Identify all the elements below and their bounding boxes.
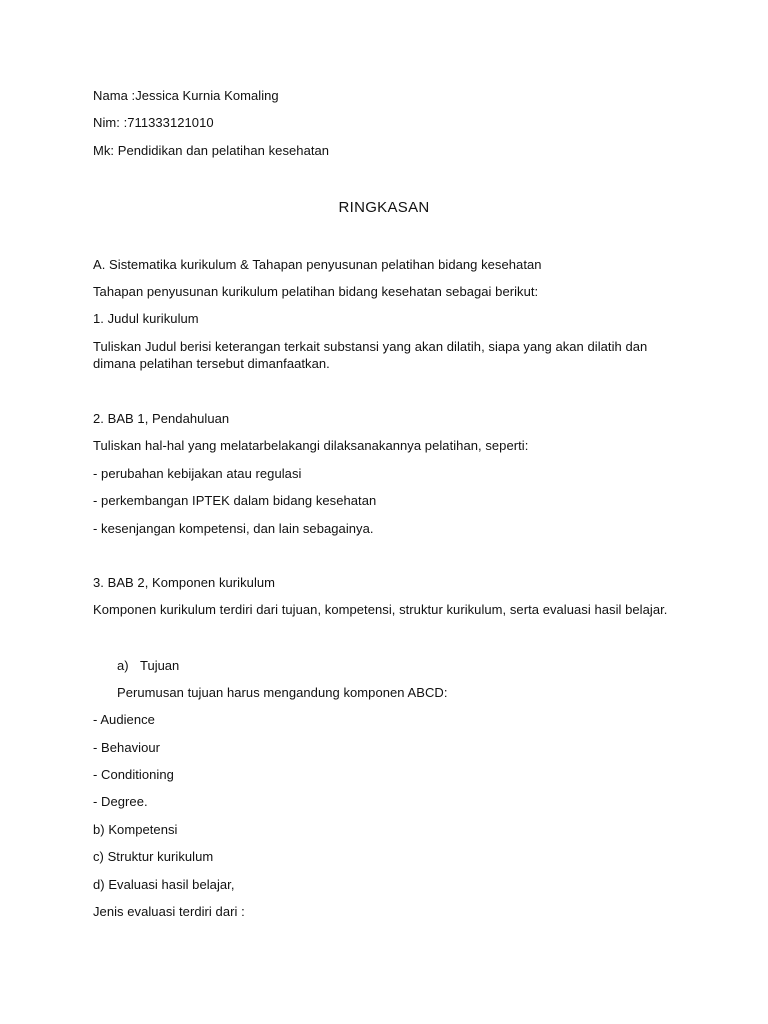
- item-2-bullet: - kesenjangan kompetensi, dan lain sebagainya.: [93, 521, 374, 536]
- item-1-text-line1: Tuliskan Judul berisi keterangan terkait substansi yang akan dilatih, siapa yang akan dilatih dan: [93, 339, 648, 354]
- sub-a-text: Perumusan tujuan harus mengandung komponen ABCD:: [117, 685, 448, 700]
- sub-d: d) Evaluasi hasil belajar,: [93, 877, 235, 892]
- course-name: Mk: Pendidikan dan pelatihan kesehatan: [93, 143, 330, 158]
- item-1-text-line2: dimana pelatihan tersebut dimanfaatkan.: [93, 356, 330, 371]
- item-1-heading: 1. Judul kurikulum: [93, 311, 199, 326]
- sub-a-label: Tujuan: [140, 658, 180, 673]
- item-2-intro: Tuliskan hal-hal yang melatarbelakangi dilaksanakannya pelatihan, seperti:: [93, 438, 529, 453]
- item-3-heading: 3. BAB 2, Komponen kurikulum: [93, 575, 276, 590]
- sub-a-marker: a): [117, 658, 129, 673]
- item-3-intro: Komponen kurikulum terdiri dari tujuan, kompetensi, struktur kurikulum, serta evaluasi hasil belajar.: [93, 602, 668, 617]
- abcd-item: - Conditioning: [93, 767, 174, 782]
- sub-c: c) Struktur kurikulum: [93, 849, 214, 864]
- sub-b: b) Kompetensi: [93, 822, 178, 837]
- document-title: RINGKASAN: [338, 199, 430, 216]
- student-nim: Nim: :711333121010: [93, 115, 214, 130]
- item-2-heading: 2. BAB 1, Pendahuluan: [93, 411, 230, 426]
- item-2-bullet: - perkembangan IPTEK dalam bidang kesehatan: [93, 493, 377, 508]
- section-a-intro: Tahapan penyusunan kurikulum pelatihan bidang kesehatan sebagai berikut:: [93, 284, 539, 299]
- evaluasi-text: Jenis evaluasi terdiri dari :: [93, 904, 245, 919]
- section-a-heading: A. Sistematika kurikulum & Tahapan penyusunan pelatihan bidang kesehatan: [93, 257, 542, 272]
- abcd-item: - Behaviour: [93, 740, 161, 755]
- abcd-item: - Degree.: [93, 794, 148, 809]
- item-2-bullet: - perubahan kebijakan atau regulasi: [93, 466, 302, 481]
- abcd-item: - Audience: [93, 712, 155, 727]
- student-name: Nama :Jessica Kurnia Komaling: [93, 88, 279, 103]
